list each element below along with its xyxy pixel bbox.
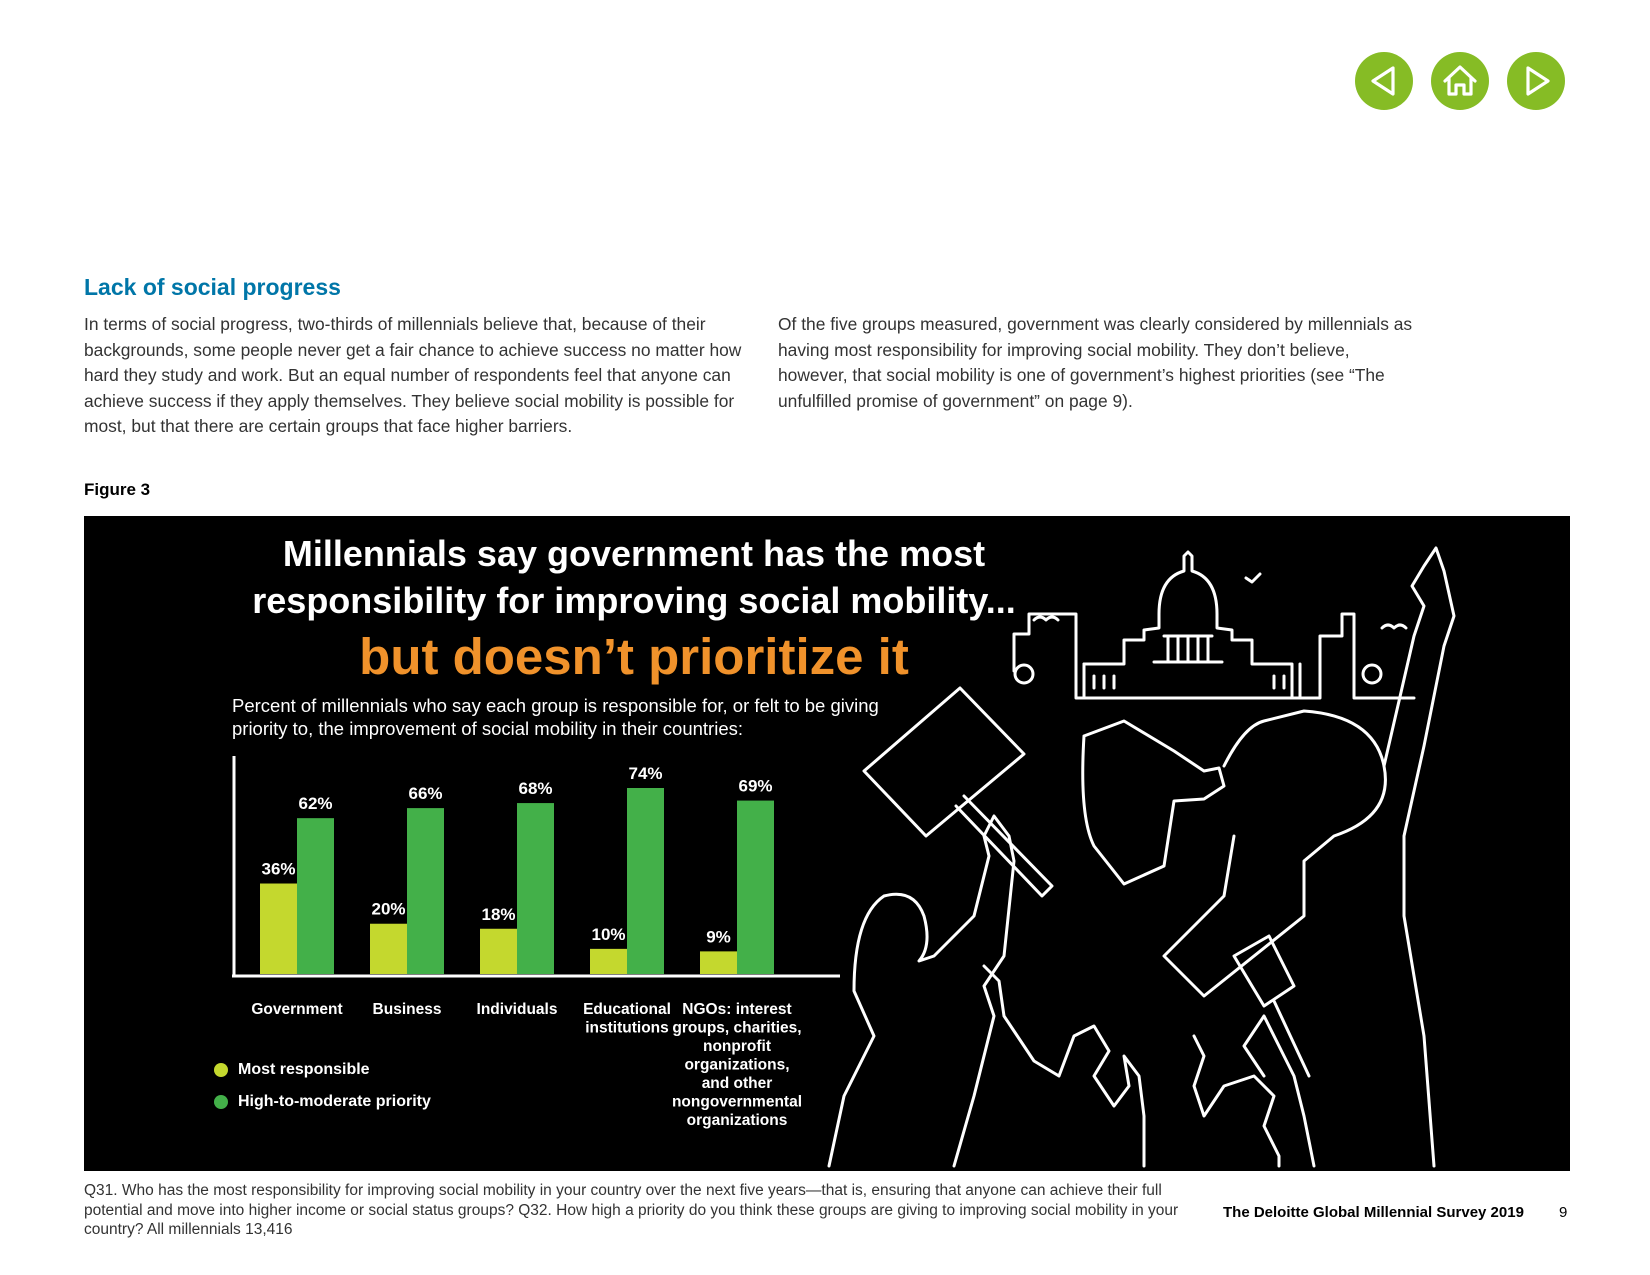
bar (407, 808, 444, 974)
chart-legend (214, 1054, 431, 1118)
protest-sign (864, 688, 1052, 896)
category-label: and other (701, 1075, 773, 1092)
data-label: 66% (408, 784, 443, 804)
bar (260, 884, 297, 974)
legend-label: High-to-moderate priority (238, 1093, 431, 1110)
bar (297, 818, 334, 974)
page-number: 9 (1559, 1204, 1568, 1221)
data-label: 18% (481, 904, 516, 924)
figure-panel (84, 516, 1570, 1171)
figure-left-silhouette (829, 816, 1014, 1166)
intro-paragraph-right: Of the five groups measured, government was clearly considered by millennials as having most responsibility for improving social mobility. They don’t believe, however, that social mobility is one of government’s highest priorities (see “The unfulfilled promise of government” on page 9). (778, 314, 1413, 411)
category-label: Government (251, 1001, 343, 1018)
chart-subtitle: Percent of millennials who say each group is responsible for, or felt to be giving priority to, the improvement of social mobility in their countries: (232, 695, 879, 739)
data-label: 20% (371, 899, 406, 919)
legend-item-high-priority (214, 1086, 431, 1118)
bar (370, 924, 407, 974)
bar (517, 803, 554, 974)
data-label: 69% (738, 776, 773, 796)
bar (627, 788, 664, 974)
legend-item-most-responsible (214, 1054, 431, 1086)
capitol-skyline-outline (1014, 552, 1414, 698)
category-label: Educational (583, 1001, 671, 1018)
data-label: 74% (628, 764, 663, 783)
data-label: 68% (518, 779, 553, 799)
home-button[interactable] (1431, 52, 1489, 110)
previous-page-button[interactable] (1355, 52, 1413, 110)
category-label: groups, charities, (672, 1019, 802, 1037)
capitol-columns (1084, 636, 1300, 698)
next-page-button[interactable] (1507, 52, 1565, 110)
triangle-right-icon (1507, 52, 1565, 110)
bar (590, 949, 627, 974)
intro-paragraph-left: In terms of social progress, two-thirds of millennials believe that, because of their backgrounds, some people never get a fair chance to achieve success no matter how hard they study and work. But an equal number of respondents feel that anyone can achieve success if they apply themselves. They believe social mobility is possible for most, but that there are certain groups that face higher barriers. (84, 314, 742, 436)
data-label: 9% (706, 927, 731, 947)
category-label: institutions (585, 1019, 669, 1037)
headline-emphasis: but doesn’t prioritize it (359, 628, 909, 685)
category-label: Business (372, 1001, 442, 1018)
birds (1034, 574, 1406, 628)
data-label: 10% (591, 924, 626, 944)
survey-footnote: Q31. Who has the most responsibility for improving social mobility in your country over the next five years—that is, ensuring that anyone can achieve their full potential and move into higher income or social status groups? Q32. How high a priority do you think these groups are giving to improving social mobility in your country? All millennials 13,416 (84, 1182, 1179, 1238)
category-label: NGOs: interest (682, 1001, 792, 1018)
figure-label: Figure 3 (84, 480, 151, 499)
data-label: 36% (261, 859, 296, 879)
bar (737, 801, 774, 974)
triangle-left-icon (1355, 52, 1413, 110)
category-label: nonprofit (702, 1038, 772, 1055)
bar (700, 951, 737, 974)
home-icon (1431, 52, 1489, 110)
raised-arm-figure-silhouette (1384, 548, 1454, 1166)
section-title: Lack of social progress (84, 274, 341, 300)
small-protest-sign (1234, 936, 1309, 1076)
category-label: nongovernmental (671, 1093, 803, 1111)
headline-line-2: responsibility for improving social mobility... (252, 580, 1016, 621)
category-label: organizations, (684, 1056, 790, 1074)
protest-crowd-illustration (829, 548, 1454, 1166)
category-label: Individuals (476, 1001, 558, 1018)
megaphone-figure-silhouette (1083, 711, 1386, 996)
tree-right (1363, 665, 1381, 683)
legend-swatch (214, 1063, 228, 1077)
headline-line-1: Millennials say government has the most (282, 533, 986, 574)
tree-left (1015, 665, 1033, 683)
child-figure-left (984, 966, 1144, 1166)
bar (480, 929, 517, 974)
legend-swatch (214, 1095, 228, 1109)
category-label: organizations (686, 1112, 788, 1129)
legend-label: Most responsible (238, 1061, 370, 1078)
data-label: 62% (298, 794, 333, 814)
report-title: The Deloitte Global Millennial Survey 2019 (1223, 1204, 1524, 1221)
child-figure-right (1194, 1016, 1314, 1166)
